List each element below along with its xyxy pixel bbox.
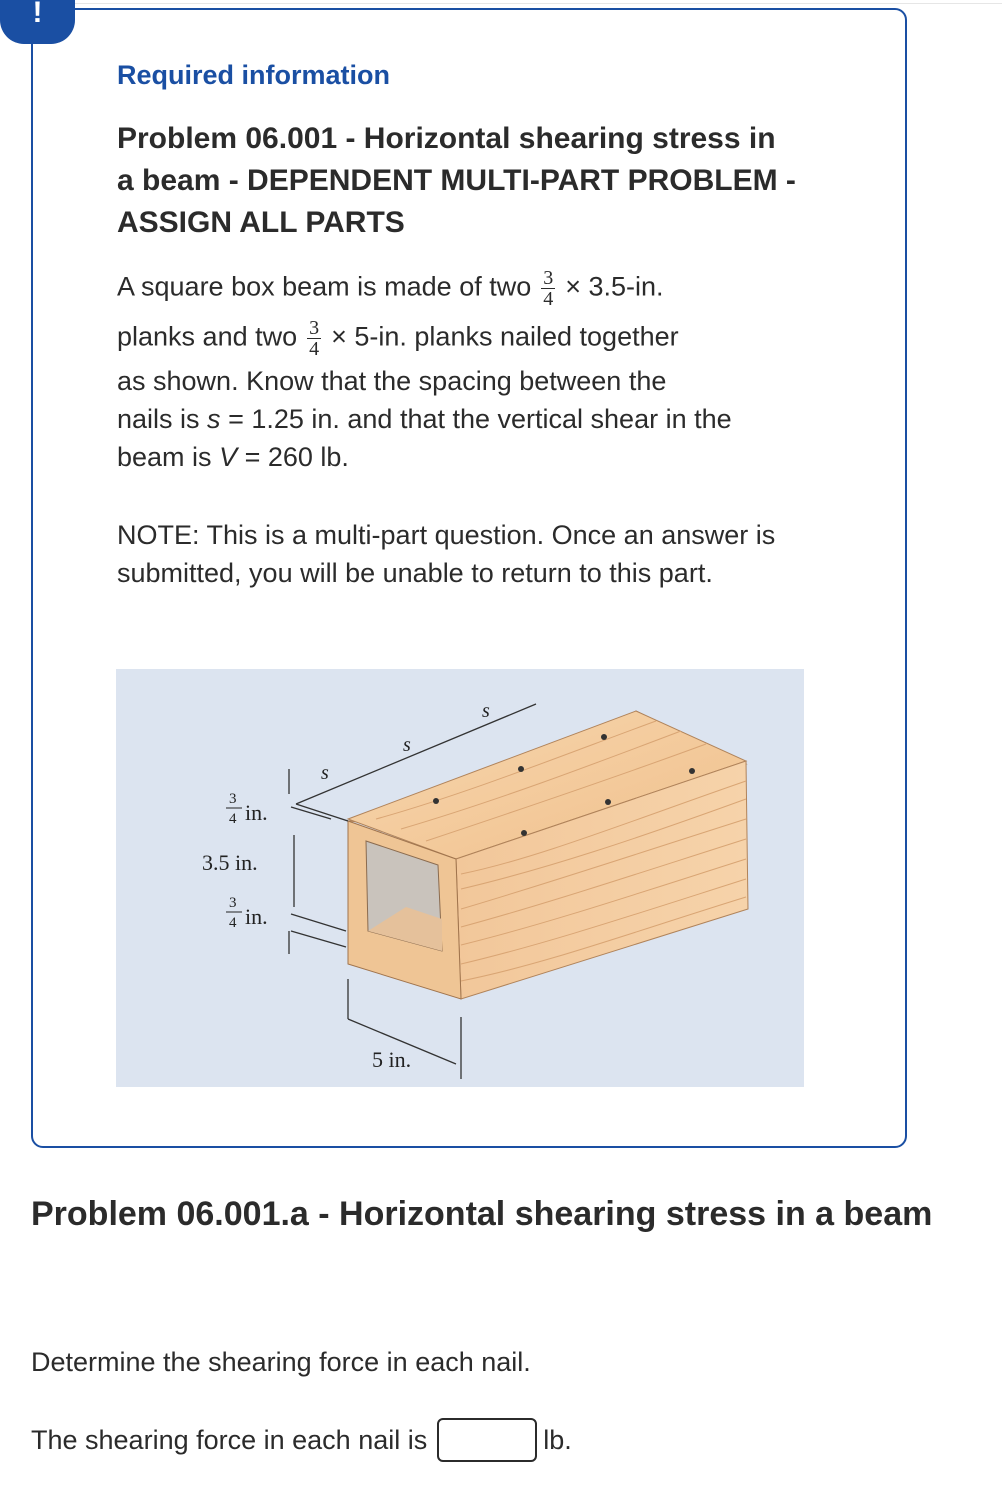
label-s-2: s [403,734,411,756]
statement-line-3: as shown. Know that the spacing between the [117,366,667,396]
label-s-1: s [321,762,329,784]
answer-input[interactable] [437,1418,537,1462]
variable-v: V [219,442,238,472]
note-text: NOTE: This is a multi-part question. Once an answer is submitted, you will be unable to return to this part. [117,520,776,588]
label-frac-den-bottom: 4 [229,915,237,931]
top-divider [0,3,1002,4]
problem-title: Problem 06.001 - Horizontal shearing stress in a beam - DEPENDENT MULTI-PART PROBLEM - ASSIGN ALL PARTS [117,122,796,239]
statement-line-4: nails is s = 1.25 in. and that the vertical shear in the [117,404,732,434]
label-frac-num-top: 3 [229,791,237,807]
statement-line-1: A square box beam is made of two $\frac{3}{4}$ × 3.5-in. [117,267,664,310]
answer-unit: lb. [543,1424,572,1455]
label-5-in: 5 in. [372,1047,412,1072]
label-in-top: in. [245,800,268,825]
label-in-bottom: in. [245,904,268,929]
alert-badge [0,0,75,44]
fraction: $\frac{3}{4}$ [309,317,320,360]
box-beam-diagram [116,669,804,1087]
question-text: Determine the shearing force in each nail. [31,1347,531,1377]
statement-line-2: planks and two $\frac{3}{4}$ × 5-in. planks nailed together [117,317,679,360]
fraction: $\frac{3}{4}$ [543,267,554,310]
statement-line-5: beam is V = 260 lb. [117,442,349,472]
label-35-in: 3.5 in. [202,850,258,875]
required-info-heading: Required information [117,60,391,90]
alert-icon: ! [32,0,43,29]
box-beam-figure [116,669,804,1087]
part-title: Problem 06.001.a - Horizontal shearing stress in a beam [31,1195,933,1233]
variable-s: s [207,404,221,434]
answer-row [31,1418,572,1462]
label-frac-den-top: 4 [229,811,237,827]
label-s-3: s [482,700,490,722]
answer-prefix: The shearing force in each nail is [31,1424,428,1455]
label-frac-num-bottom: 3 [229,895,237,911]
